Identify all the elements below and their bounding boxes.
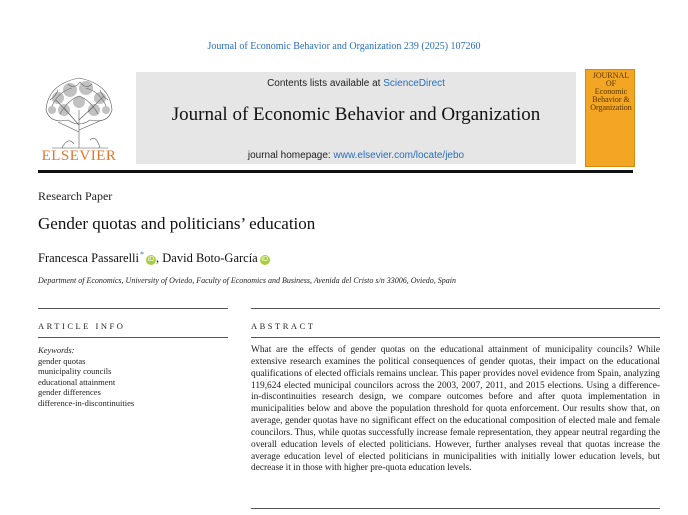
keyword-item: difference-in-discontinuities <box>38 397 135 408</box>
orcid-icon[interactable]: iD <box>147 256 155 263</box>
abstract-rule <box>251 337 660 338</box>
keyword-item: gender differences <box>38 387 101 398</box>
elsevier-logo-text[interactable]: ELSEVIER <box>41 148 117 164</box>
affiliation: Department of Economics, University of Oviedo, Faculty of Economics and Business, Avenida del Cristo s/n 33006, Oviedo, Spain <box>38 276 457 285</box>
author-name[interactable]: Francesca Passarelli <box>38 251 140 265</box>
orcid-icon[interactable]: iD <box>261 256 269 263</box>
author-separator: , <box>156 251 163 265</box>
article-title: Gender quotas and politicians’ education <box>38 214 316 233</box>
journal-reference-link[interactable]: Journal of Economic Behavior and Organization 239 (2025) 107260 <box>207 41 481 52</box>
homepage-link[interactable]: www.elsevier.com/locate/jebo <box>333 150 465 161</box>
keyword-item: municipality councils <box>38 366 112 377</box>
keyword-item: educational attainment <box>38 376 116 387</box>
contents-prefix: Contents lists available at <box>267 78 384 89</box>
author-list <box>38 250 270 266</box>
corresponding-author-star-icon[interactable]: * <box>140 250 145 259</box>
homepage-prefix: journal homepage: <box>247 150 334 161</box>
keyword-item: gender quotas <box>38 355 86 366</box>
abstract-top-rule <box>251 308 660 309</box>
article-info-rule <box>38 337 228 338</box>
keywords-block <box>38 345 228 409</box>
cover-title: JOURNAL OF Economic Behavior & Organization <box>590 71 632 112</box>
article-info-heading: ARTICLE INFO <box>38 321 126 331</box>
header-divider <box>38 170 633 173</box>
article-info-top-rule <box>38 308 228 309</box>
abstract-heading: ABSTRACT <box>251 321 316 331</box>
article-type: Research Paper <box>38 189 113 203</box>
abstract-bottom-rule <box>251 508 660 509</box>
abstract-text: What are the effects of gender quotas on the educational attainment of municipality councils? While extensive research examines the political consequences of gender quotas, their impact on the educational qualifications of elected officials remains unclear. This paper provides novel evidence from Spain, analyzing 119,624 elected municipal councilors across the 2003, 2007, 2011, and 2015 elections. Using a difference-in-discontinuities research design, we compare outcomes before and after quota implementation in municipalities below and above the population threshold for quota enforcement. Our results show that, on average, gender quotas have no significant effect on the educational composition of elected male and female councilors. Thus, while quotas successfully increase female representation, they appear neutral regarding the overall education levels of elected politicians. However, further analyses reveal that quotas increase the average education level of elected politicians in municipalities with initially lower education levels, but decrease it in those with higher pre-quota education levels. <box>251 345 660 474</box>
author-name[interactable]: David Boto-García <box>162 251 258 265</box>
sciencedirect-link[interactable]: ScienceDirect <box>383 78 445 89</box>
journal-title: Journal of Economic Behavior and Organization <box>171 104 541 125</box>
homepage-line <box>136 150 576 161</box>
keywords-label: Keywords: <box>38 345 75 355</box>
contents-line <box>136 78 576 89</box>
